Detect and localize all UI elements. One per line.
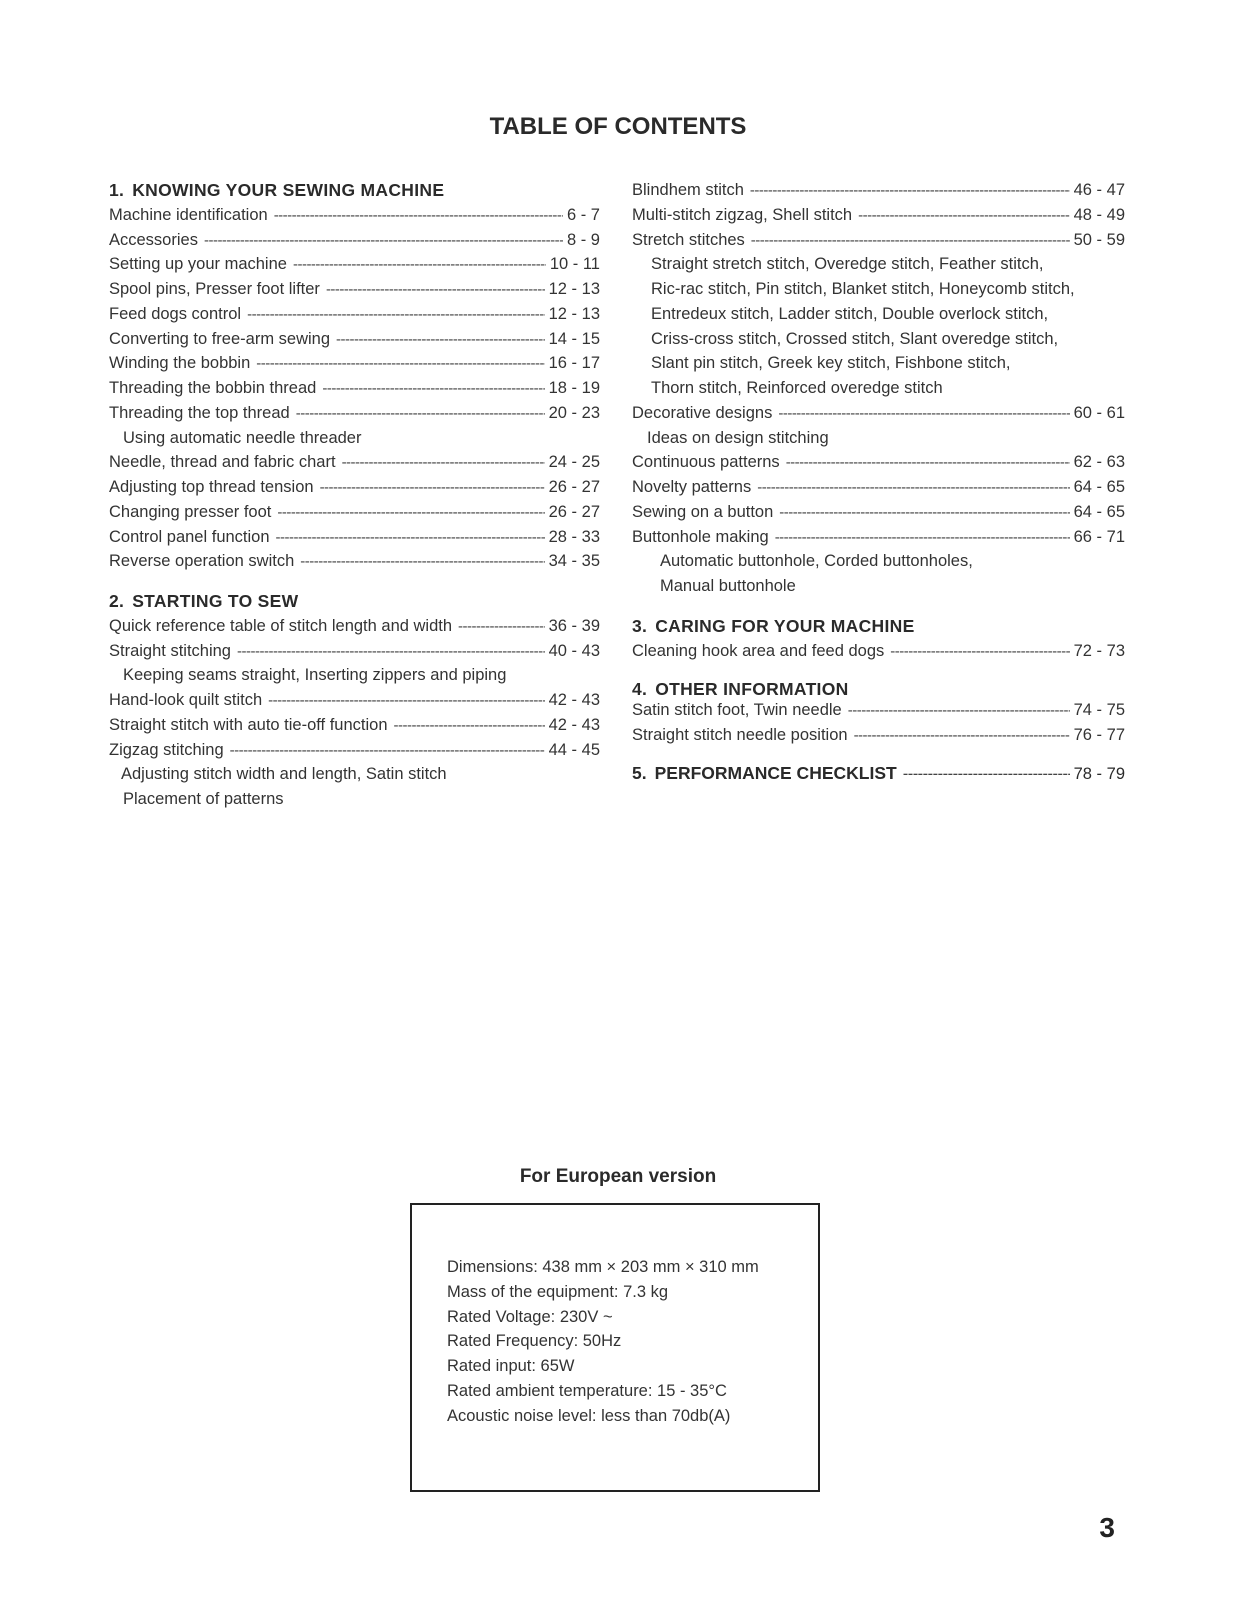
toc-entry-label: Needle, thread and fabric chart bbox=[109, 453, 336, 472]
toc-entry-pages: 46 - 47 bbox=[1073, 181, 1125, 199]
dot-leader bbox=[394, 714, 545, 739]
dot-leader bbox=[890, 640, 1069, 665]
toc-entry-pages: 6 - 7 bbox=[566, 205, 600, 224]
toc-entry-pages: 8 - 9 bbox=[566, 230, 600, 249]
dot-leader bbox=[336, 328, 545, 353]
toc-entry-label: Accessories bbox=[109, 230, 198, 249]
dot-leader bbox=[778, 402, 1069, 427]
spec-box bbox=[410, 1203, 820, 1492]
toc-entry-label: Changing presser foot bbox=[109, 502, 272, 521]
dot-leader bbox=[296, 402, 545, 427]
european-version-heading: For European version bbox=[519, 1166, 717, 1187]
toc-entry-label: Adjusting top thread tension bbox=[109, 478, 314, 496]
toc-entry-label: Feed dogs control bbox=[109, 304, 242, 323]
dot-leader bbox=[293, 253, 546, 278]
toc-entry[interactable] bbox=[109, 500, 600, 525]
toc-entry-pages: 72 - 73 bbox=[1073, 641, 1125, 660]
toc-entry-pages: 60 - 61 bbox=[1073, 403, 1125, 422]
toc-entry-pages: 66 - 71 bbox=[1073, 527, 1125, 546]
toc-entry[interactable] bbox=[632, 401, 1125, 426]
section-heading-3: 3. CARING FOR YOUR MACHINE bbox=[632, 615, 915, 636]
toc-entry-pages: 74 - 75 bbox=[1073, 701, 1125, 720]
dot-leader bbox=[256, 352, 544, 377]
toc-entry[interactable] bbox=[109, 302, 600, 327]
toc-entry[interactable] bbox=[109, 351, 600, 376]
toc-subentry: Ideas on design stitching bbox=[647, 428, 829, 447]
toc-entry-label: Threading the top thread bbox=[109, 403, 290, 422]
toc-entry-label: Stretch stitches bbox=[632, 230, 745, 249]
toc-entry-pages: 26 - 27 bbox=[548, 502, 600, 521]
toc-entry-label: Hand-look quilt stitch bbox=[109, 691, 263, 709]
dot-leader bbox=[786, 451, 1070, 476]
toc-entry-pages: 28 - 33 bbox=[548, 527, 600, 546]
dot-leader bbox=[276, 526, 545, 551]
toc-entry[interactable] bbox=[632, 228, 1125, 253]
section-heading-2: 2. STARTING TO SEW bbox=[109, 591, 299, 611]
toc-entry-label: Control panel function bbox=[109, 527, 270, 546]
page-number: 3 bbox=[1099, 1512, 1115, 1543]
toc-entry-pages: 16 - 17 bbox=[548, 354, 600, 373]
toc-entry-pages: 76 - 77 bbox=[1073, 726, 1125, 744]
toc-entry-label: Decorative designs bbox=[632, 403, 773, 422]
toc-entry[interactable] bbox=[632, 723, 1125, 748]
toc-entry-label: Converting to free-arm sewing bbox=[109, 329, 331, 348]
dot-leader bbox=[775, 526, 1070, 551]
toc-entry[interactable] bbox=[109, 277, 600, 302]
toc-entry-label: Zigzag stitching bbox=[109, 740, 224, 759]
toc-entry[interactable] bbox=[109, 738, 600, 763]
toc-entry-label: Multi-stitch zigzag, Shell stitch bbox=[632, 205, 853, 224]
dot-leader bbox=[750, 179, 1070, 204]
toc-subentry: Using automatic needle threader bbox=[123, 428, 362, 447]
toc-subentry: Entredeux stitch, Ladder stitch, Double overlock stitch, bbox=[651, 304, 1049, 323]
dot-leader bbox=[326, 278, 545, 303]
toc-entry[interactable] bbox=[632, 698, 1125, 723]
dot-leader bbox=[858, 204, 1070, 229]
spec-line: Dimensions: 438 mm × 203 mm × 310 mm bbox=[447, 1258, 759, 1276]
spec-line: Rated ambient temperature: 15 - 35°C bbox=[447, 1381, 727, 1400]
toc-right-column bbox=[632, 178, 1125, 786]
toc-entry-pages: 36 - 39 bbox=[548, 616, 600, 635]
toc-entry-label: Straight stitch with auto tie-off function bbox=[109, 715, 388, 734]
toc-subentry: Keeping seams straight, Inserting zippers and piping bbox=[123, 666, 507, 685]
spec-line: Acoustic noise level: less than 70db(A) bbox=[447, 1406, 731, 1425]
toc-entry-pages: 12 - 13 bbox=[548, 280, 600, 298]
toc-entry-label: Satin stitch foot, Twin needle bbox=[632, 701, 842, 720]
dot-leader bbox=[247, 303, 545, 328]
spec-line: Rated input: 65W bbox=[447, 1357, 575, 1375]
toc-subentry: Thorn stitch, Reinforced overedge stitch bbox=[651, 379, 943, 397]
toc-entry[interactable] bbox=[109, 688, 600, 713]
section-heading-1: 1. KNOWING YOUR SEWING MACHINE bbox=[109, 180, 445, 200]
toc-entry-pages: 24 - 25 bbox=[548, 453, 600, 472]
dot-leader bbox=[854, 724, 1070, 749]
toc-entry-label: Buttonhole making bbox=[632, 527, 769, 546]
toc-entry[interactable] bbox=[109, 401, 600, 426]
toc-entry[interactable] bbox=[109, 549, 600, 574]
dot-leader bbox=[300, 550, 544, 575]
spec-line: Mass of the equipment: 7.3 kg bbox=[447, 1282, 669, 1301]
section-heading-4: 4. OTHER INFORMATION bbox=[632, 679, 849, 700]
toc-entry[interactable] bbox=[109, 475, 600, 500]
toc-entry-pages: 42 - 43 bbox=[548, 715, 600, 734]
toc-entry-label: Sewing on a button bbox=[632, 502, 774, 521]
toc-entry[interactable] bbox=[109, 639, 600, 664]
toc-entry[interactable] bbox=[109, 203, 600, 228]
dot-leader bbox=[204, 229, 563, 254]
toc-entry[interactable] bbox=[109, 252, 600, 277]
toc-entry-pages: 44 - 45 bbox=[548, 740, 600, 759]
toc-entry-label: Setting up your machine bbox=[109, 255, 287, 274]
toc-subentry: Adjusting stitch width and length, Satin stitch bbox=[121, 765, 447, 784]
toc-subentry: Straight stretch stitch, Overedge stitch, Feather stitch, bbox=[651, 255, 1044, 274]
toc-entry[interactable] bbox=[632, 178, 1125, 203]
toc-entry-pages: 64 - 65 bbox=[1073, 502, 1125, 521]
toc-entry-pages: 10 - 11 bbox=[549, 255, 600, 274]
toc-subentry: Slant pin stitch, Greek key stitch, Fishbone stitch, bbox=[651, 354, 1011, 373]
dot-leader bbox=[751, 229, 1070, 254]
toc-entry-pages: 42 - 43 bbox=[548, 691, 600, 709]
toc-entry-label: Novelty patterns bbox=[632, 478, 752, 496]
toc-entry-label: Reverse operation switch bbox=[109, 552, 295, 571]
dot-leader bbox=[274, 204, 563, 229]
dot-leader bbox=[230, 739, 545, 764]
toc-entry[interactable] bbox=[632, 475, 1125, 500]
toc-subentry: Manual buttonhole bbox=[660, 577, 796, 595]
toc-subentry: Criss-cross stitch, Crossed stitch, Slant overedge stitch, bbox=[651, 329, 1059, 348]
toc-entry-pages: 18 - 19 bbox=[548, 379, 600, 397]
dot-leader bbox=[757, 476, 1069, 501]
spec-line: Rated Voltage: 230V ~ bbox=[447, 1307, 613, 1326]
toc-entry-pages: 62 - 63 bbox=[1073, 453, 1125, 472]
toc-entry-label: Continuous patterns bbox=[632, 453, 780, 472]
page-title: TABLE OF CONTENTS bbox=[489, 113, 747, 140]
toc-entry[interactable] bbox=[632, 500, 1125, 525]
toc-entry-pages: 48 - 49 bbox=[1073, 205, 1125, 224]
toc-entry-pages: 12 - 13 bbox=[548, 304, 600, 323]
dot-leader bbox=[848, 699, 1070, 724]
dot-leader bbox=[277, 501, 544, 526]
dot-leader bbox=[322, 377, 544, 402]
toc-entry[interactable] bbox=[109, 614, 600, 639]
toc-entry-performance-checklist[interactable]: 5. PERFORMANCE CHECKLIST ----- 78 - 79 bbox=[632, 761, 1125, 786]
dot-leader bbox=[458, 615, 545, 640]
toc-entry[interactable] bbox=[632, 525, 1125, 550]
toc-subentry: Ric-rac stitch, Pin stitch, Blanket stitch, Honeycomb stitch, bbox=[651, 280, 1075, 298]
toc-entry-pages: 34 - 35 bbox=[548, 552, 600, 571]
toc-entry-label: Winding the bobbin bbox=[109, 354, 251, 373]
toc-entry[interactable] bbox=[632, 203, 1125, 228]
dot-leader bbox=[237, 640, 545, 665]
toc-entry[interactable] bbox=[109, 713, 600, 738]
spec-line: Rated Frequency: 50Hz bbox=[447, 1332, 622, 1351]
toc-entry-pages: 26 - 27 bbox=[548, 478, 600, 496]
toc-entry-pages: 20 - 23 bbox=[548, 403, 600, 422]
dot-leader bbox=[320, 476, 545, 501]
toc-entry-label: Straight stitch needle position bbox=[632, 726, 848, 744]
toc-entry-pages: 64 - 65 bbox=[1073, 478, 1125, 496]
toc-entry[interactable] bbox=[632, 639, 1125, 664]
toc-left-column bbox=[109, 178, 600, 812]
toc-entry[interactable] bbox=[109, 450, 600, 475]
toc-entry-label: Cleaning hook area and feed dogs bbox=[632, 641, 885, 660]
toc-entry[interactable] bbox=[632, 450, 1125, 475]
toc-entry[interactable] bbox=[109, 376, 600, 401]
toc-entry-label: Threading the bobbin thread bbox=[109, 379, 317, 397]
toc-subentry: Automatic buttonhole, Corded buttonholes, bbox=[660, 552, 973, 571]
toc-entry-pages: 40 - 43 bbox=[548, 641, 600, 660]
toc-entry[interactable] bbox=[109, 327, 600, 352]
toc-entry-pages: 14 - 15 bbox=[548, 329, 600, 348]
toc-entry-label: Spool pins, Presser foot lifter bbox=[109, 280, 320, 298]
toc-entry[interactable] bbox=[109, 525, 600, 550]
toc-entry-pages: 50 - 59 bbox=[1073, 230, 1125, 249]
dot-leader bbox=[268, 689, 544, 714]
toc-entry-label: Quick reference table of stitch length and width bbox=[109, 616, 453, 635]
toc-entry-label: Machine identification bbox=[109, 205, 268, 224]
toc-subentry: Placement of patterns bbox=[123, 790, 284, 808]
toc-entry[interactable] bbox=[109, 228, 600, 253]
toc-entry-label: Blindhem stitch bbox=[632, 181, 744, 199]
dot-leader bbox=[342, 451, 545, 476]
toc-entry-label: Straight stitching bbox=[109, 641, 231, 660]
dot-leader bbox=[779, 501, 1069, 526]
